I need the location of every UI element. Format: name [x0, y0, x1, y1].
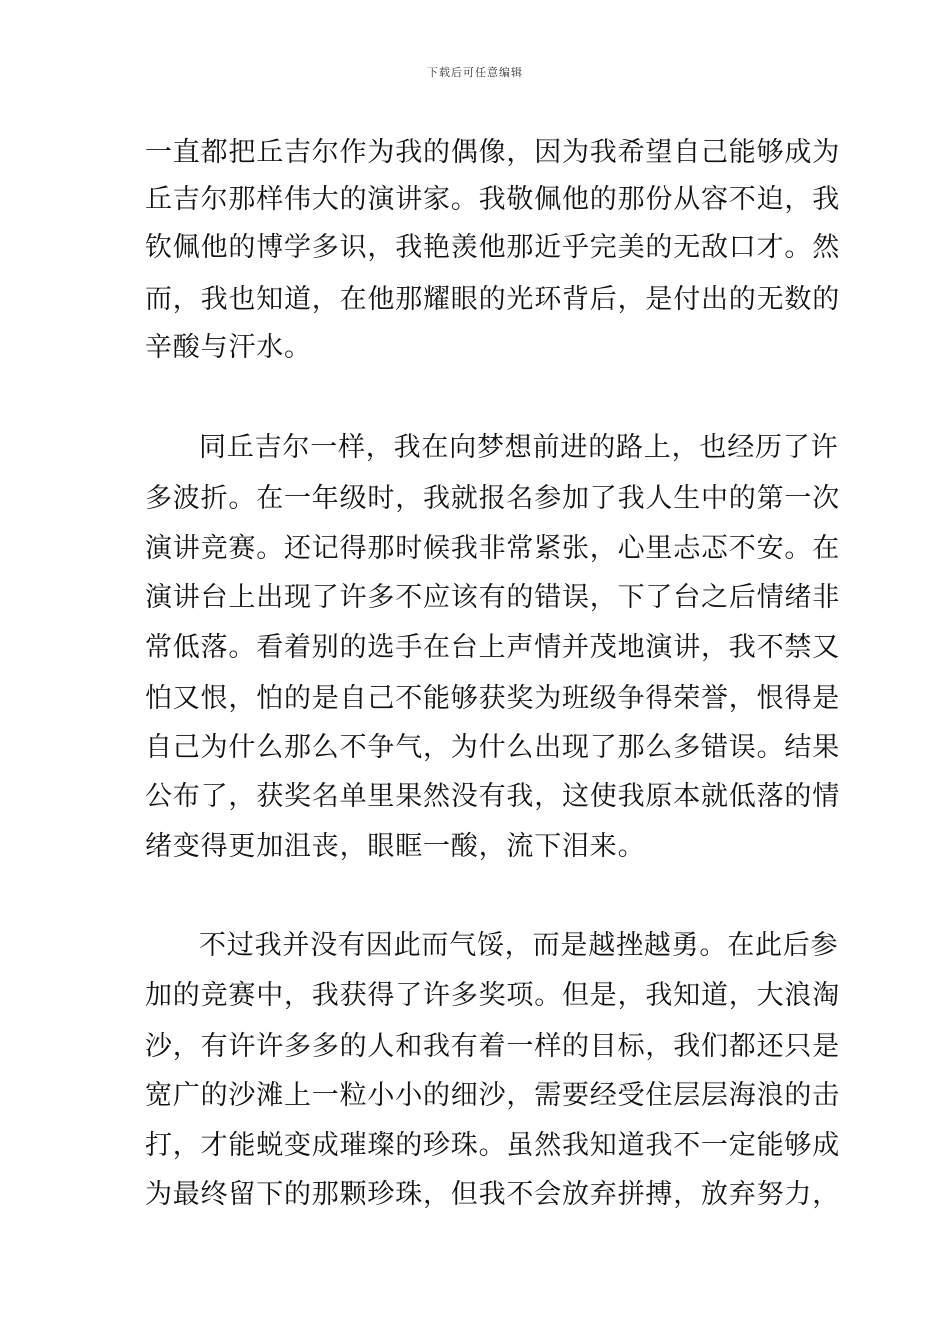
text-line: 常低落。看着别的选手在台上声情并茂地演讲，我不禁又	[145, 632, 840, 663]
page-header: 下载后可任意编辑	[427, 66, 523, 79]
text-line: 辛酸与汗水。	[145, 332, 312, 363]
text-line: 宽广的沙滩上一粒小小的细沙，需要经受住层层海浪的击	[145, 1080, 840, 1111]
text-line: 丘吉尔那样伟大的演讲家。我敬佩他的那份从容不迫，我	[145, 184, 840, 215]
text-line: 加的竞赛中，我获得了许多奖项。但是，我知道，大浪淘	[145, 980, 840, 1011]
text-line: 钦佩他的博学多识，我艳羡他那近乎完美的无敌口才。然	[145, 232, 840, 263]
text-line: 同丘吉尔一样，我在向梦想前进的路上，也经历了许	[199, 432, 839, 463]
text-line: 怕又恨，怕的是自己不能够获奖为班级争得荣誉，恨得是	[145, 683, 840, 714]
text-line: 自己为什么那么不争气，为什么出现了那么多错误。结果	[145, 732, 840, 763]
text-line: 而，我也知道，在他那耀眼的光环背后，是付出的无数的	[145, 284, 840, 315]
text-line: 为最终留下的那颗珍珠，但我不会放弃拼搏，放弃努力，	[145, 1179, 840, 1210]
text-line: 一直都把丘吉尔作为我的偶像，因为我希望自己能够成为	[145, 137, 840, 168]
text-line: 绪变得更加沮丧，眼眶一酸，流下泪来。	[145, 831, 646, 862]
text-line: 打，才能蜕变成璀璨的珍珠。虽然我知道我不一定能够成	[145, 1130, 840, 1161]
text-line: 沙，有许许多多的人和我有着一样的目标，我们都还只是	[145, 1031, 840, 1062]
text-line: 多波折。在一年级时，我就报名参加了我人生中的第一次	[145, 483, 840, 514]
text-line: 演讲台上出现了许多不应该有的错误，下了台之后情绪非	[145, 582, 840, 613]
text-line: 演讲竞赛。还记得那时候我非常紧张，心里忐忑不安。在	[145, 533, 840, 564]
text-line: 不过我并没有因此而气馁，而是越挫越勇。在此后参	[199, 930, 839, 961]
text-line: 公布了，获奖名单里果然没有我，这使我原本就低落的情	[145, 781, 840, 812]
